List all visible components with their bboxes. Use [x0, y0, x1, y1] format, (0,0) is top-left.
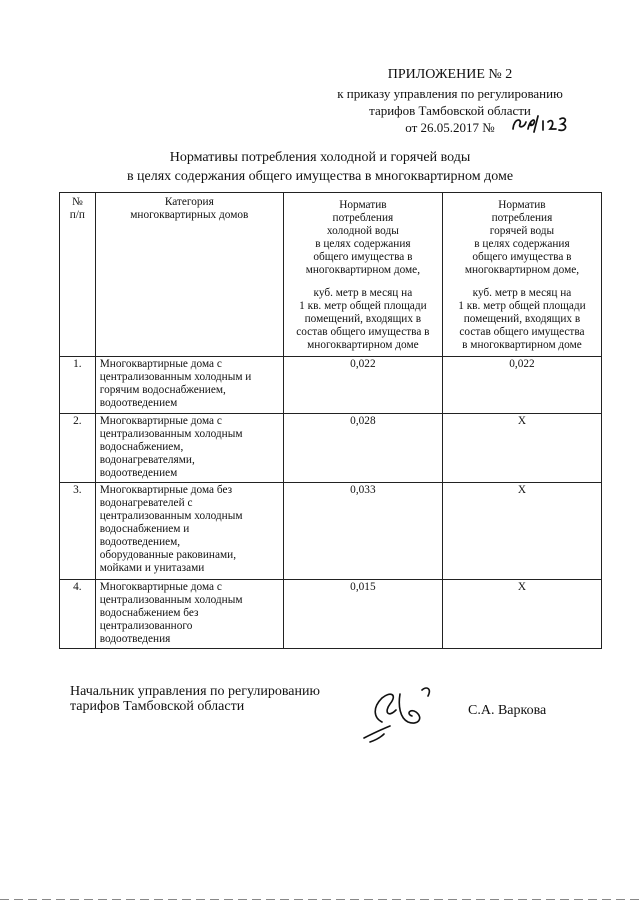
row-category: Многоквартирные дома с централизованным холодным водоснабжением, водонагревателями, водоотведением	[95, 414, 283, 483]
row-num: 3.	[60, 483, 96, 580]
header-cold-water: Норматив потребления холодной воды в целях содержания общего имущества в многоквартирном доме, куб. метр в месяц на 1 кв. метр общей площади помещений, входящих в состав общего имущества в многоквартирном доме	[283, 193, 442, 357]
title-line-1: Нормативы потребления холодной и горячей воды	[169, 150, 471, 165]
table-row	[60, 580, 602, 649]
header-hot-unit: куб. метр в месяц на 1 кв. метр общей площади помещений, входящих в состав общего имущества в многоквартирном доме	[458, 287, 586, 351]
handwritten-signature	[360, 682, 470, 744]
appendix-line-1: к приказу управления по регулированию	[337, 86, 563, 101]
row-category: Многоквартирные дома с централизованным холодным и горячим водоснабжением, водоотведением	[95, 357, 283, 414]
row-hot-value: X	[442, 483, 601, 580]
row-hot-value: 0,022	[442, 357, 601, 414]
row-num: 2.	[60, 414, 96, 483]
row-category: Многоквартирные дома без водонагревателей с централизованным холодным водоснабжением и водоотведением, оборудованные раковинами, мойками и унитазами	[95, 483, 283, 580]
row-category: Многоквартирные дома с централизованным холодным водоснабжением без централизованного водоотведения	[95, 580, 283, 649]
row-cold-value: 0,015	[283, 580, 442, 649]
table-row	[60, 357, 602, 414]
footer-line-1: Начальник управления по регулированию	[70, 684, 320, 699]
header-category: Категория многоквартирных домов	[95, 193, 283, 357]
document-title	[60, 148, 580, 186]
row-cold-value: 0,022	[283, 357, 442, 414]
title-line-2: в целях содержания общего имущества в многоквартирном доме	[126, 169, 514, 184]
signatory-position	[70, 684, 320, 714]
header-num: № п/п	[60, 193, 96, 357]
footer-line-2: тарифов Тамбовской области	[70, 699, 245, 714]
table-row	[60, 414, 602, 483]
appendix-heading: ПРИЛОЖЕНИЕ № 2	[387, 67, 513, 82]
handwritten-order-number	[510, 112, 570, 134]
norms-table	[59, 192, 602, 649]
row-num: 4.	[60, 580, 96, 649]
table-row	[60, 483, 602, 580]
row-hot-value: X	[442, 414, 601, 483]
header-hot-water: Норматив потребления горячей воды в целях содержания общего имущества в многоквартирном доме, куб. метр в месяц на 1 кв. метр общей площади помещений, входящих в состав общего имущества в многоквартирном доме	[442, 193, 601, 357]
row-num: 1.	[60, 357, 96, 414]
signatory-name: С.А. Варкова	[468, 703, 547, 718]
table-header-row	[60, 193, 602, 357]
header-cold-unit: куб. метр в месяц на 1 кв. метр общей площади помещений, входящих в состав общего имущества в многоквартирном доме	[296, 287, 430, 351]
row-cold-value: 0,033	[283, 483, 442, 580]
scan-edge-artifact	[0, 898, 640, 901]
row-hot-value: X	[442, 580, 601, 649]
row-cold-value: 0,028	[283, 414, 442, 483]
appendix-line-3: от 26.05.2017 №	[405, 120, 495, 135]
appendix-line-2: тарифов Тамбовской области	[369, 103, 531, 118]
